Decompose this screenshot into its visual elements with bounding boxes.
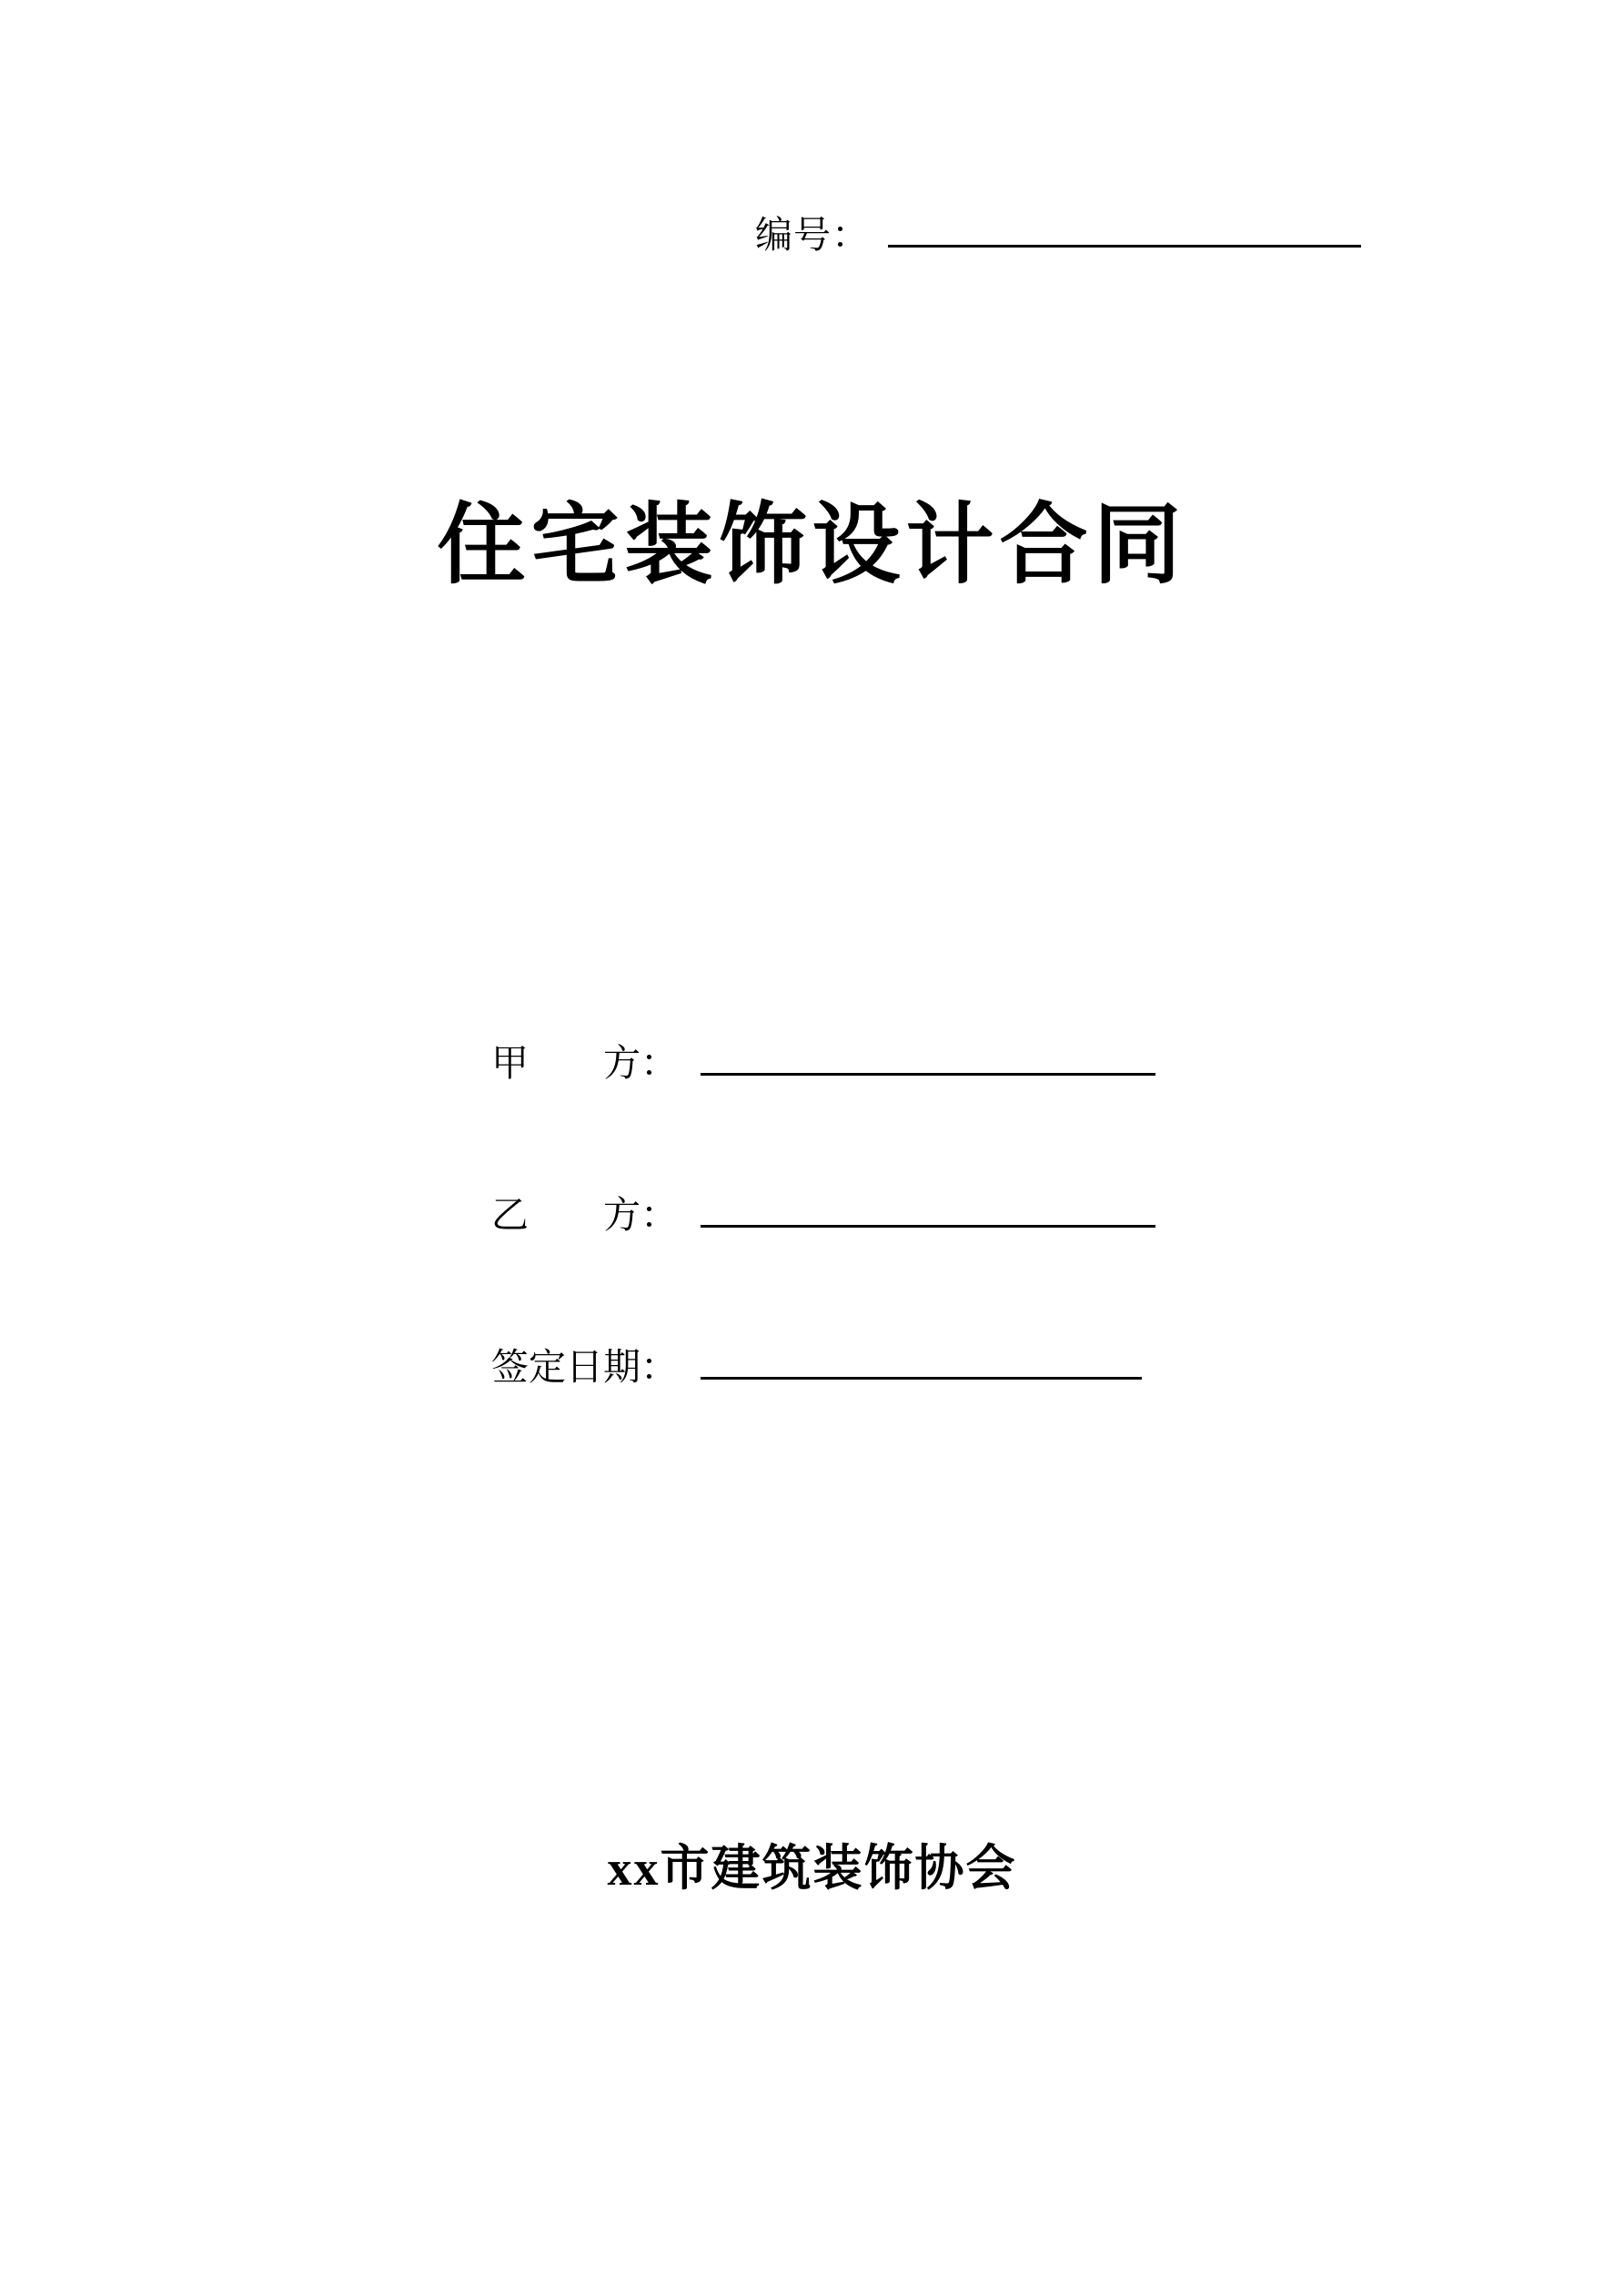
organization-prefix: xx xyxy=(607,1841,661,1896)
field-row-party-a xyxy=(491,1033,1219,1087)
field-row-party-b xyxy=(491,1185,1219,1239)
party-b-input[interactable] xyxy=(701,1190,1155,1228)
party-fields xyxy=(491,1033,1219,1489)
organization-name xyxy=(0,1829,1624,1899)
sign-date-label: 签定日期： xyxy=(491,1345,678,1389)
sign-date-input[interactable] xyxy=(701,1342,1142,1380)
party-a-label: 甲 方： xyxy=(491,1041,678,1085)
field-row-sign-date xyxy=(491,1337,1219,1391)
organization-label: 市建筑装饰协会 xyxy=(660,1839,1017,1896)
party-a-input[interactable] xyxy=(701,1038,1155,1076)
serial-number-row xyxy=(755,205,1361,258)
serial-number-label: 编号： xyxy=(755,213,870,257)
page-title: 住宅装饰设计合同 xyxy=(437,493,1187,596)
serial-number-input[interactable] xyxy=(888,208,1361,248)
party-b-label: 乙 方： xyxy=(491,1193,678,1237)
